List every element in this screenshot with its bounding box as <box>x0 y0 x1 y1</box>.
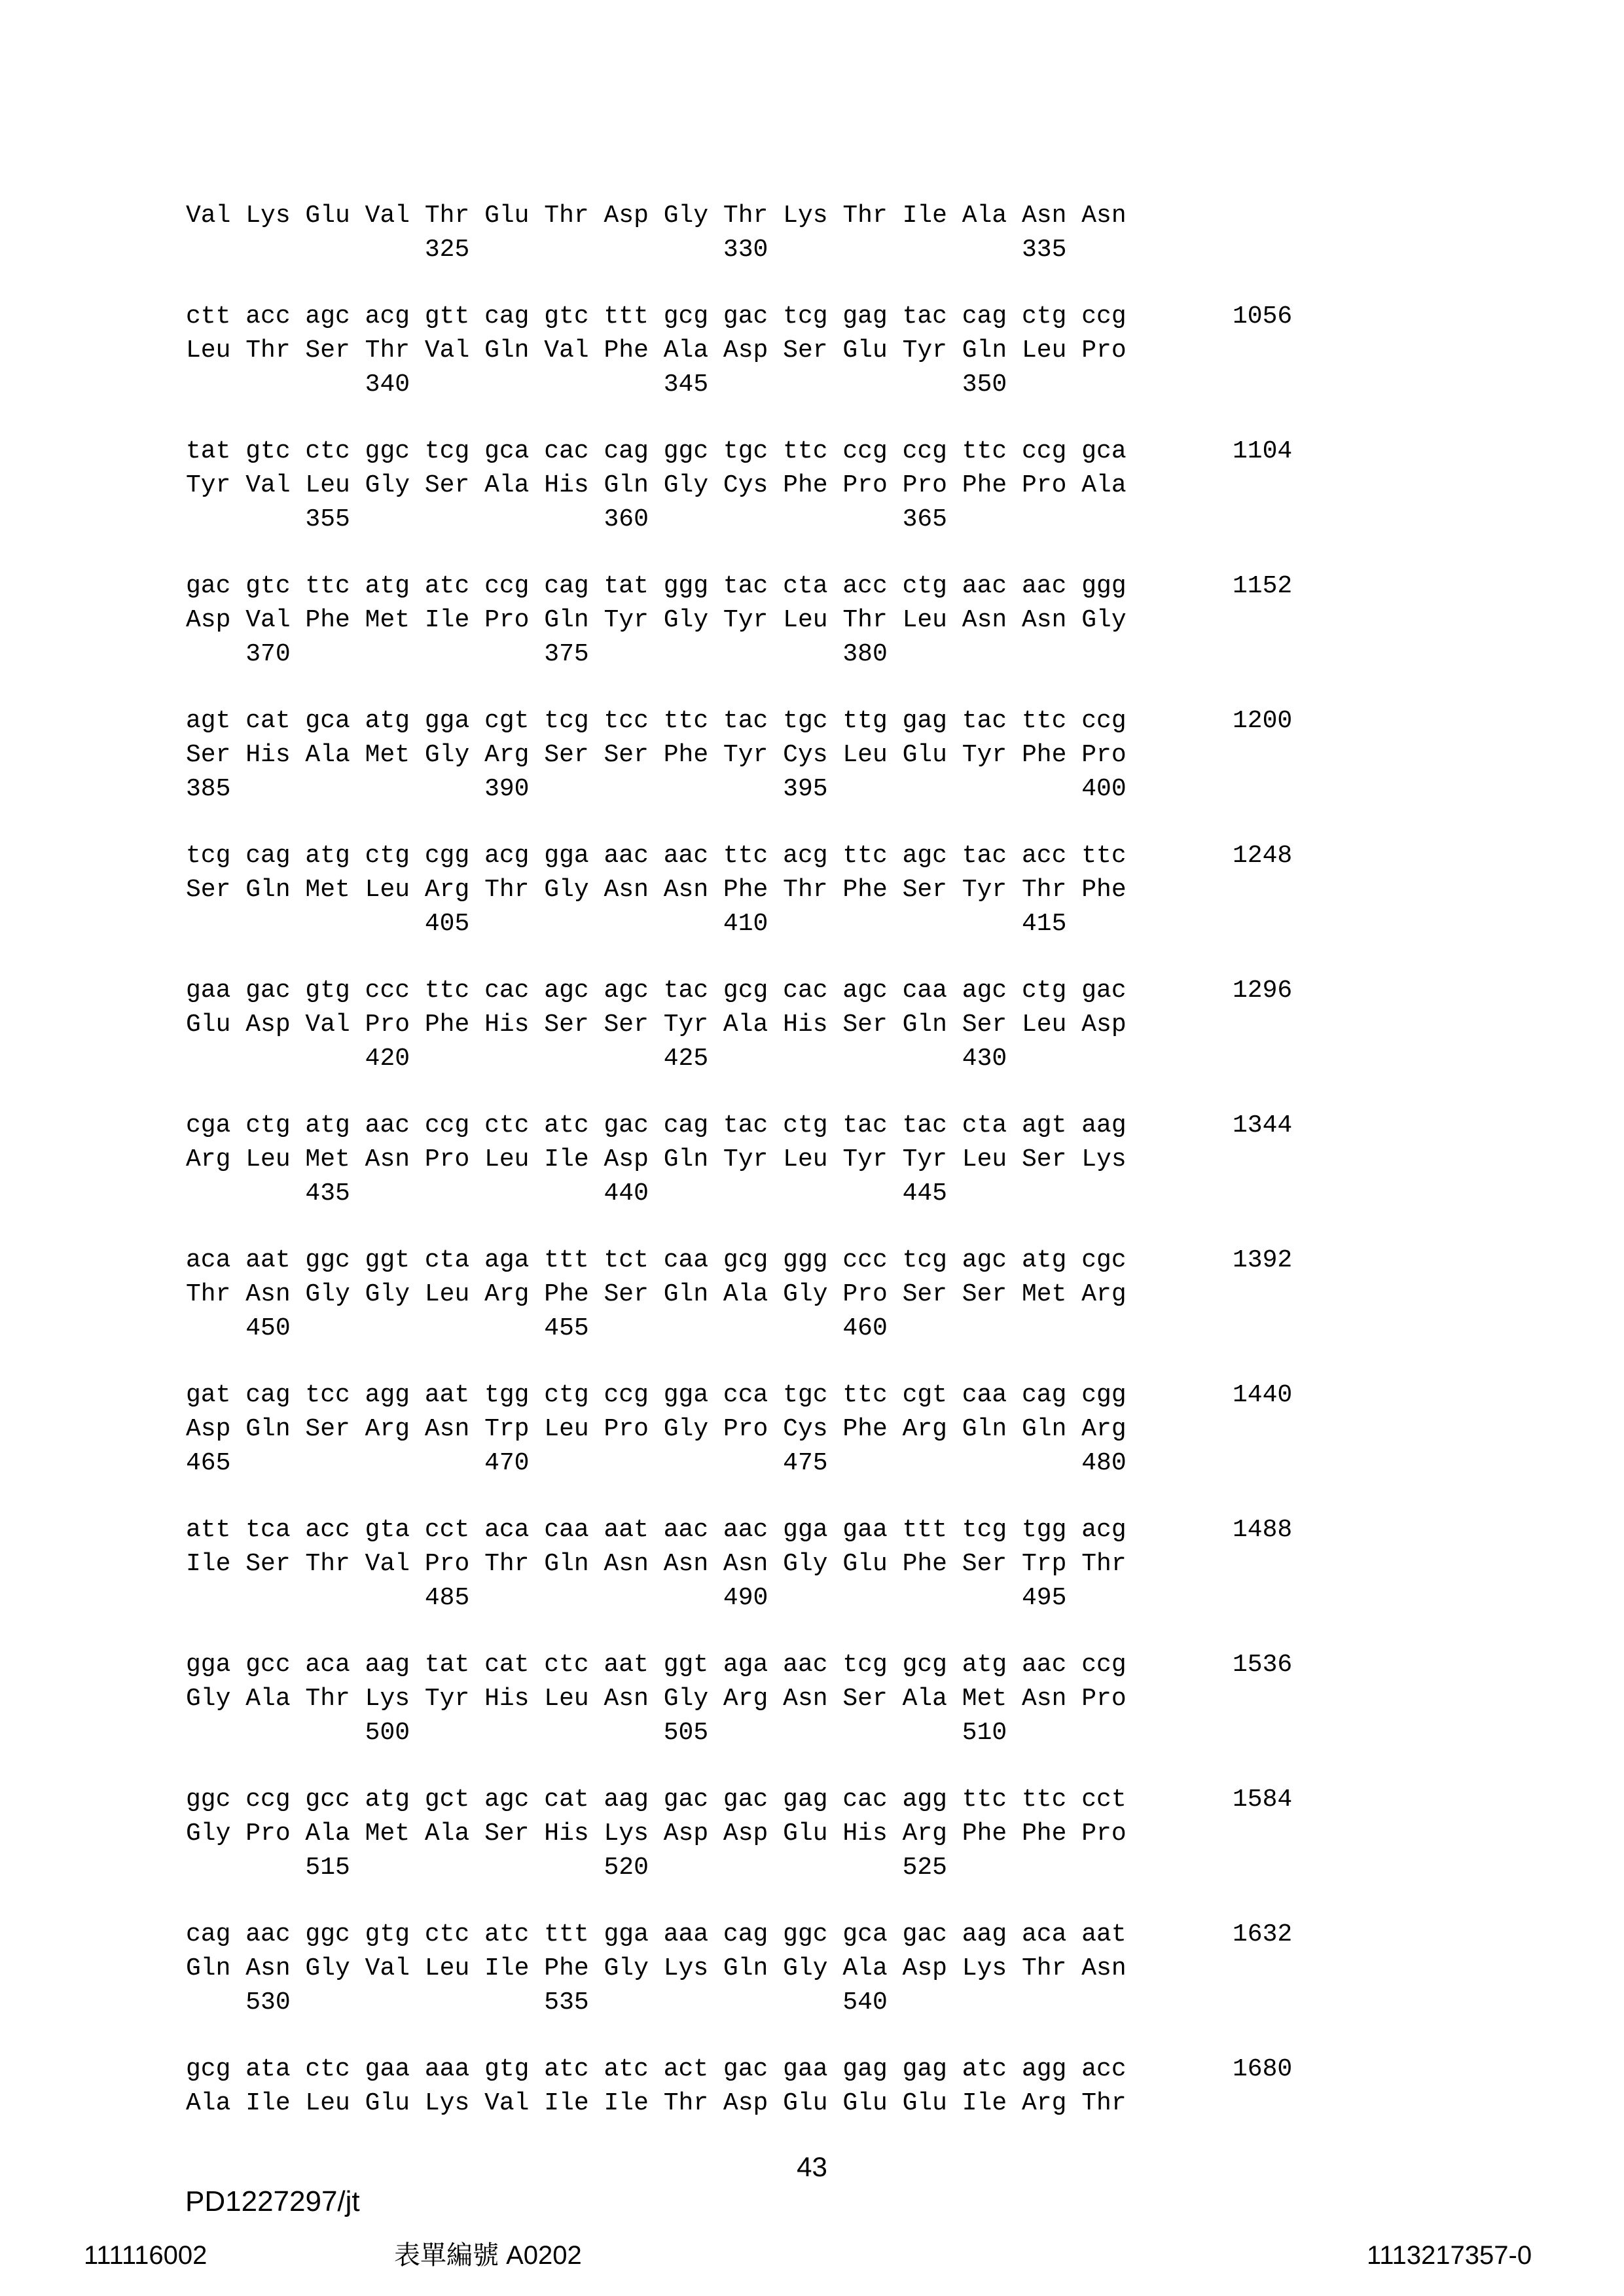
dna-sequence-text: ctt acc agc acg gtt cag gtc ttt gcg gac tcg gag tac cag ctg ccg <box>186 302 1127 331</box>
amino-acid-line <box>186 873 1574 907</box>
sequence-block <box>186 1513 1574 1615</box>
nucleotide-count: 1584 <box>1233 1785 1293 1814</box>
amino-acid-line <box>186 334 1574 368</box>
amino-acid-text: Arg Leu Met Asn Pro Leu Ile Asp Gln Tyr Leu Tyr Tyr Leu Ser Lys <box>186 1145 1127 1174</box>
dna-sequence-line <box>186 1648 1574 1682</box>
document-reference: PD1227297/jt <box>185 2185 360 2217</box>
nucleotide-count: 1488 <box>1233 1516 1293 1544</box>
residue-position-line <box>186 233 1574 267</box>
dna-sequence-line <box>186 974 1574 1008</box>
residue-position-line <box>186 1581 1574 1615</box>
amino-acid-line <box>186 603 1574 637</box>
amino-acid-text: Tyr Val Leu Gly Ser Ala His Gln Gly Cys Phe Pro Pro Phe Pro Ala <box>186 471 1127 499</box>
amino-acid-line <box>186 199 1574 233</box>
sequence-block <box>186 300 1574 402</box>
dna-sequence-line <box>186 1378 1574 1412</box>
amino-acid-line <box>186 2087 1574 2121</box>
residue-position-line <box>186 1312 1574 1346</box>
amino-acid-line <box>186 738 1574 772</box>
amino-acid-line <box>186 1008 1574 1042</box>
sequence-block <box>186 2053 1574 2121</box>
dna-sequence-line <box>186 300 1574 334</box>
amino-acid-text: Ala Ile Leu Glu Lys Val Ile Ile Thr Asp Glu Glu Glu Ile Arg Thr <box>186 2089 1127 2117</box>
sequence-block <box>186 1244 1574 1346</box>
residue-position-line <box>186 1042 1574 1076</box>
dna-sequence-text: tat gtc ctc ggc tcg gca cac cag ggc tgc ttc ccg ccg ttc ccg gca <box>186 437 1127 465</box>
amino-acid-line <box>186 1143 1574 1177</box>
sequence-block <box>186 974 1574 1076</box>
sequence-block <box>186 1378 1574 1480</box>
amino-acid-text: Ser Gln Met Leu Arg Thr Gly Asn Asn Phe Thr Phe Ser Tyr Thr Phe <box>186 876 1127 904</box>
amino-acid-text: Thr Asn Gly Gly Leu Arg Phe Ser Gln Ala Gly Pro Ser Ser Met Arg <box>186 1280 1127 1308</box>
nucleotide-count: 1392 <box>1233 1246 1293 1274</box>
residue-position-line <box>186 772 1574 806</box>
residue-position-line <box>186 1986 1574 2020</box>
footer-form-number: 表單編號 A0202 <box>394 2241 582 2270</box>
dna-sequence-line <box>186 1918 1574 1952</box>
dna-sequence-text: cga ctg atg aac ccg ctc atc gac cag tac ctg tac tac cta agt aag <box>186 1111 1127 1139</box>
residue-position-line <box>186 637 1574 672</box>
dna-sequence-line <box>186 435 1574 469</box>
amino-acid-line <box>186 1278 1574 1312</box>
residue-position-line <box>186 1716 1574 1750</box>
amino-acid-text: Ile Ser Thr Val Pro Thr Gln Asn Asn Asn Gly Glu Phe Ser Trp Thr <box>186 1550 1127 1578</box>
amino-acid-line <box>186 1682 1574 1716</box>
dna-sequence-line <box>186 569 1574 603</box>
residue-position-text: 385 390 395 400 <box>186 775 1127 803</box>
nucleotide-count: 1344 <box>1233 1111 1293 1139</box>
amino-acid-text: Asp Val Phe Met Ile Pro Gln Tyr Gly Tyr Leu Thr Leu Asn Asn Gly <box>186 606 1127 634</box>
dna-sequence-line <box>186 1244 1574 1278</box>
amino-acid-text: Gln Asn Gly Val Leu Ile Phe Gly Lys Gln Gly Ala Asp Lys Thr Asn <box>186 1954 1127 1982</box>
sequence-block <box>186 569 1574 672</box>
dna-sequence-text: agt cat gca atg gga cgt tcg tcc ttc tac tgc ttg gag tac ttc ccg <box>186 707 1127 735</box>
amino-acid-line <box>186 1412 1574 1446</box>
residue-position-text: 485 490 495 <box>186 1584 1067 1612</box>
residue-position-line <box>186 503 1574 537</box>
sequence-block <box>186 839 1574 941</box>
residue-position-line <box>186 1851 1574 1885</box>
residue-position-line <box>186 368 1574 402</box>
sequence-block <box>186 435 1574 537</box>
footer-application-number: 111116002 <box>84 2241 208 2270</box>
dna-sequence-text: cag aac ggc gtg ctc atc ttt gga aaa cag ggc gca gac aag aca aat <box>186 1920 1127 1948</box>
residue-position-line <box>186 1177 1574 1211</box>
amino-acid-line <box>186 469 1574 503</box>
amino-acid-text: Val Lys Glu Val Thr Glu Thr Asp Gly Thr Lys Thr Ile Ala Asn Asn <box>186 202 1127 230</box>
dna-sequence-text: att tca acc gta cct aca caa aat aac aac gga gaa ttt tcg tgg acg <box>186 1516 1127 1544</box>
dna-sequence-text: gga gcc aca aag tat cat ctc aat ggt aga aac tcg gcg atg aac ccg <box>186 1651 1127 1679</box>
sequence-block <box>186 199 1574 267</box>
residue-position-text: 435 440 445 <box>186 1179 947 1208</box>
nucleotide-count: 1152 <box>1233 572 1293 600</box>
residue-position-line <box>186 907 1574 941</box>
residue-position-line <box>186 1446 1574 1480</box>
residue-position-text: 450 455 460 <box>186 1314 888 1342</box>
amino-acid-line <box>186 1952 1574 1986</box>
amino-acid-text: Ser His Ala Met Gly Arg Ser Ser Phe Tyr Cys Leu Glu Tyr Phe Pro <box>186 741 1127 769</box>
residue-position-text: 515 520 525 <box>186 1854 947 1882</box>
dna-sequence-line <box>186 2053 1574 2087</box>
dna-sequence-line <box>186 1109 1574 1143</box>
nucleotide-count: 1680 <box>1233 2055 1293 2083</box>
nucleotide-count: 1296 <box>1233 977 1293 1005</box>
amino-acid-text: Gly Pro Ala Met Ala Ser His Lys Asp Asp Glu His Arg Phe Phe Pro <box>186 1820 1127 1848</box>
sequence-block <box>186 1783 1574 1885</box>
amino-acid-line <box>186 1547 1574 1581</box>
nucleotide-count: 1536 <box>1233 1651 1293 1679</box>
amino-acid-line <box>186 1817 1574 1851</box>
sequence-block <box>186 704 1574 806</box>
residue-position-text: 340 345 350 <box>186 370 1007 399</box>
dna-sequence-text: ggc ccg gcc atg gct agc cat aag gac gac gag cac agg ttc ttc cct <box>186 1785 1127 1814</box>
amino-acid-text: Asp Gln Ser Arg Asn Trp Leu Pro Gly Pro Cys Phe Arg Gln Gln Arg <box>186 1415 1127 1443</box>
dna-sequence-text: tcg cag atg ctg cgg acg gga aac aac ttc acg ttc agc tac acc ttc <box>186 842 1127 870</box>
sequence-block <box>186 1918 1574 2020</box>
residue-position-text: 420 425 430 <box>186 1045 1007 1073</box>
dna-sequence-text: gcg ata ctc gaa aaa gtg atc atc act gac gaa gag gag atc agg acc <box>186 2055 1127 2083</box>
footer-document-number: 1113217357-0 <box>1367 2241 1532 2270</box>
sequence-block <box>186 1648 1574 1750</box>
dna-sequence-text: aca aat ggc ggt cta aga ttt tct caa gcg ggg ccc tcg agc atg cgc <box>186 1246 1127 1274</box>
page-number: 43 <box>797 2151 827 2182</box>
amino-acid-text: Leu Thr Ser Thr Val Gln Val Phe Ala Asp Ser Glu Tyr Gln Leu Pro <box>186 336 1127 365</box>
nucleotide-count: 1632 <box>1233 1920 1293 1948</box>
sequence-block <box>186 1109 1574 1211</box>
amino-acid-text: Gly Ala Thr Lys Tyr His Leu Asn Gly Arg Asn Ser Ala Met Asn Pro <box>186 1685 1127 1713</box>
nucleotide-count: 1440 <box>1233 1381 1293 1409</box>
dna-sequence-line <box>186 704 1574 738</box>
nucleotide-count: 1104 <box>1233 437 1293 465</box>
nucleotide-count: 1200 <box>1233 707 1293 735</box>
dna-sequence-line <box>186 1513 1574 1547</box>
sequence-listing <box>186 199 1574 2153</box>
nucleotide-count: 1248 <box>1233 842 1293 870</box>
dna-sequence-text: gac gtc ttc atg atc ccg cag tat ggg tac cta acc ctg aac aac ggg <box>186 572 1127 600</box>
dna-sequence-line <box>186 1783 1574 1817</box>
residue-position-text: 500 505 510 <box>186 1719 1007 1747</box>
amino-acid-text: Glu Asp Val Pro Phe His Ser Ser Tyr Ala His Ser Gln Ser Leu Asp <box>186 1011 1127 1039</box>
nucleotide-count: 1056 <box>1233 302 1293 331</box>
residue-position-text: 355 360 365 <box>186 505 947 533</box>
residue-position-text: 465 470 475 480 <box>186 1449 1127 1477</box>
dna-sequence-text: gaa gac gtg ccc ttc cac agc agc tac gcg cac agc caa agc ctg gac <box>186 977 1127 1005</box>
residue-position-text: 405 410 415 <box>186 910 1067 938</box>
dna-sequence-text: gat cag tcc agg aat tgg ctg ccg gga cca tgc ttc cgt caa cag cgg <box>186 1381 1127 1409</box>
residue-position-text: 530 535 540 <box>186 1988 888 2017</box>
dna-sequence-line <box>186 839 1574 873</box>
residue-position-text: 325 330 335 <box>186 236 1067 264</box>
residue-position-text: 370 375 380 <box>186 640 888 668</box>
